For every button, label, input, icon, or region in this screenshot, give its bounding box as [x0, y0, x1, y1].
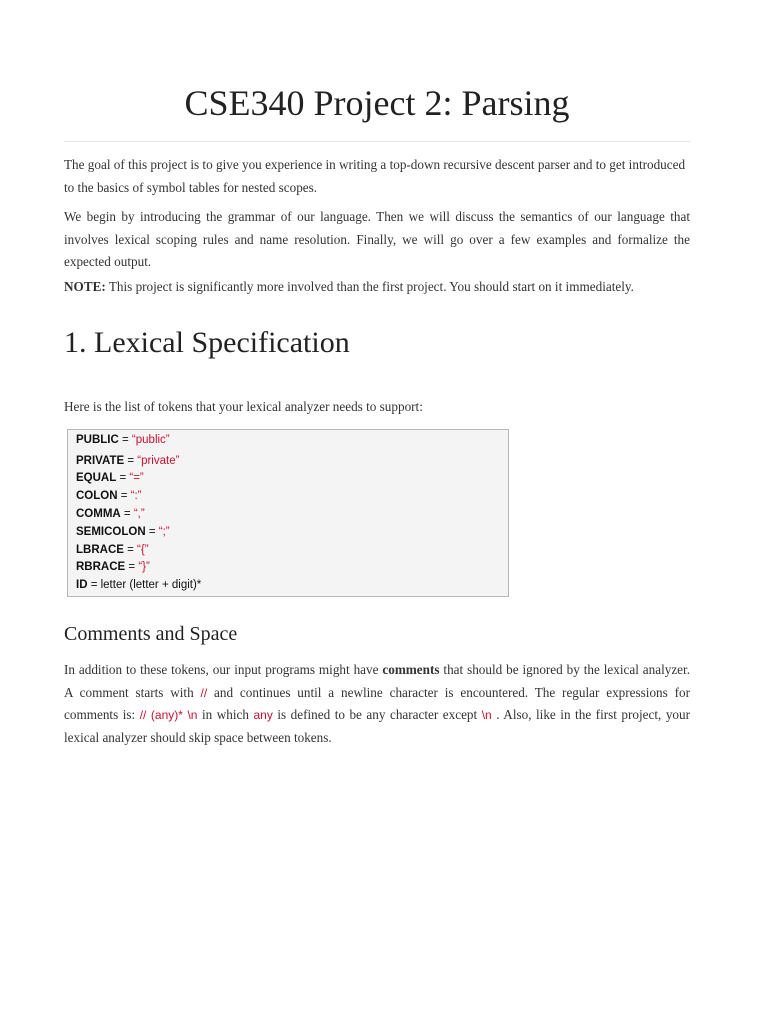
token-list-lead: Here is the list of tokens that your lexical analyzer needs to support:: [64, 399, 423, 414]
note-label: NOTE:: [64, 279, 106, 294]
note-paragraph: [64, 276, 690, 299]
token-line: PRIVATE = “private”: [76, 455, 180, 467]
token-line: SEMICOLON = “;”: [76, 526, 170, 538]
title-divider: [64, 141, 690, 142]
token-line: ID = letter (letter + digit)*: [76, 579, 202, 591]
token-definition-box: [67, 429, 509, 597]
inline-code: //: [200, 685, 208, 700]
token-line: RBRACE = “}”: [76, 561, 150, 573]
note-text: This project is significantly more involved than the first project. You should start on it immediately.: [105, 279, 634, 294]
page-title: CSE340 Project 2: Parsing: [184, 83, 570, 123]
comments-paragraph: In addition to these tokens, our input programs might have comments that should be ignored by the lexical analyzer. A comment starts with // and continues until a newline character is encountered. The regular expressions for comments is: // (any)* \n in which any is defined to be any character except \n . Also, like in the first project, your lexical analyzer should skip space between tokens.: [64, 662, 691, 745]
inline-code: any: [253, 708, 273, 722]
token-line: COLON = “:”: [76, 490, 142, 502]
section-heading-comments: Comments and Space: [64, 623, 238, 645]
token-line: COMMA = “,”: [76, 508, 145, 520]
intro-paragraph-1: The goal of this project is to give you experience in writing a top-down recursive descent parser and to get introduced to the basics of symbol tables for nested scopes.: [64, 157, 686, 195]
inline-code: \n: [481, 708, 492, 722]
token-line: EQUAL = “=”: [76, 472, 144, 484]
inline-code: // (any)* \n: [139, 708, 198, 722]
section-heading-lexical: 1. Lexical Specification: [64, 326, 350, 359]
token-line: LBRACE = “{”: [76, 544, 149, 556]
comments-term: comments: [382, 662, 440, 677]
token-line: PUBLIC = “public”: [76, 434, 170, 446]
intro-paragraph-2: We begin by introducing the grammar of our language. Then we will discuss the semantics of our language that involves lexical scoping rules and name resolution. Finally, we will go over a few examples and formalize the expected output.: [64, 209, 690, 269]
